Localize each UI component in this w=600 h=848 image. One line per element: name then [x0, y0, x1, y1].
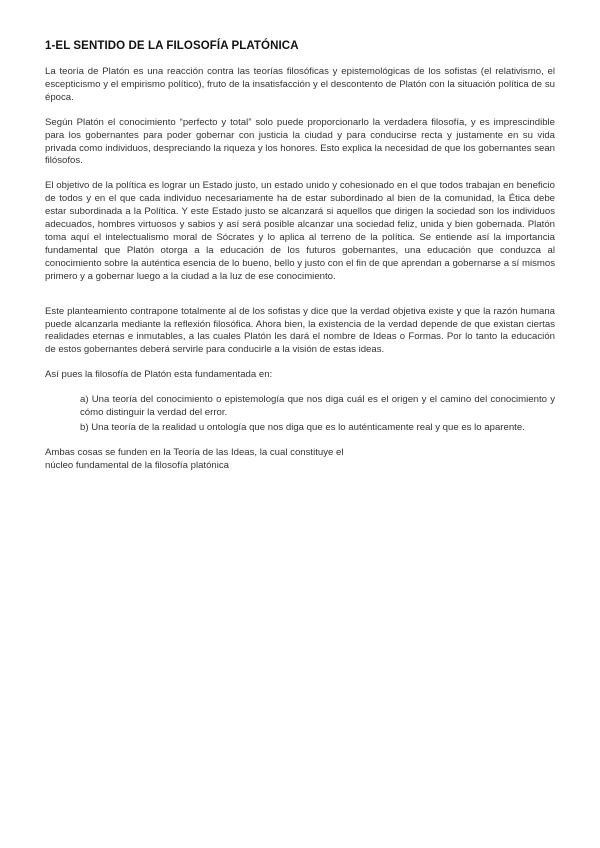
foundation-list: [80, 394, 555, 435]
paragraph-foundation: Así pues la filosofía de Platón esta fundamentada en:: [45, 369, 273, 381]
document-title: 1-EL SENTIDO DE LA FILOSOFÍA PLATÓNICA: [45, 40, 299, 52]
document-page: [45, 40, 555, 485]
paragraph-ideas: Este planteamiento contrapone totalmente al de los sofistas y dice que la verdad objetiva existe y que la razón humana puede alcanzarla mediante la reflexión filosófica. Ahora bien, la existencia de la verdad depende de que existan ciertas realidades eternas e inmutables, a las cuales Platón les dará el nombre de Ideas o Formas. Por lo tanto la educación de estos gobernantes deberá servirle para conducirle a la visión de estas ideas.: [45, 305, 555, 356]
closing-line-2: núcleo fundamental de la filosofía platónica: [45, 459, 230, 471]
list-item-epistemology: a) Una teoría del conocimiento o epistemología que nos diga cuál es el origen y el camino del conocimiento y cómo distinguir la verdad del error.: [80, 394, 555, 419]
paragraph-intro: La teoría de Platón es una reacción contra las teorías filosóficas y epistemológicas de los sofistas (el relativismo, el escepticismo y el empirismo político), fruto de la insatisfacción y el descontento de Platón con la situación política de su época.: [45, 66, 555, 103]
paragraph-knowledge: Según Platón el conocimiento “perfecto y total” solo puede proporcionarlo la verdadera filosofía, y es imprescindible para los gobernantes para poder gobernar con justicia la ciudad y para conducirse recta y justamente en su vida privada como individuos, despreciando la riqueza y los honores. Esto explica la necesidad de que los gobernantes sean filósofos.: [45, 116, 555, 167]
closing-paragraph: [45, 447, 555, 473]
list-item-ontology: b) Una teoría de la realidad u ontología que nos diga que es lo auténticamente real y que es lo aparente.: [80, 421, 525, 433]
closing-line-1: Ambas cosas se funden en la Teoría de las Ideas, la cual constituye el: [45, 446, 344, 458]
paragraph-politics: El objetivo de la política es lograr un Estado justo, un estado unido y cohesionado en el que todos trabajan en beneficio de todos y en el que cada individuo necesariamente ha de estar subordinado al bien de la comunidad, la Ética debe estar subordinada a la Política. Y este Estado justo se alcanzará si aquellos que dirigen la sociedad son los individuos adecuados, hombres virtuosos y sabios y así será posible alcanzar una sociedad feliz, unida y bien gobernada. Platón toma aquí el intelectualismo moral de Sócrates y lo aplica al terreno de la política. Se entiende así la importancia fundamental que Platón otorga a la educación de los futuros gobernantes, una educación que conduzca al conocimiento sobre la auténtica esencia de lo bueno, bello y justo con el fin de que aprendan a gobernarse a sí mismos primero y a gobernar luego a la ciudad a la luz de ese conocimiento.: [45, 180, 555, 282]
